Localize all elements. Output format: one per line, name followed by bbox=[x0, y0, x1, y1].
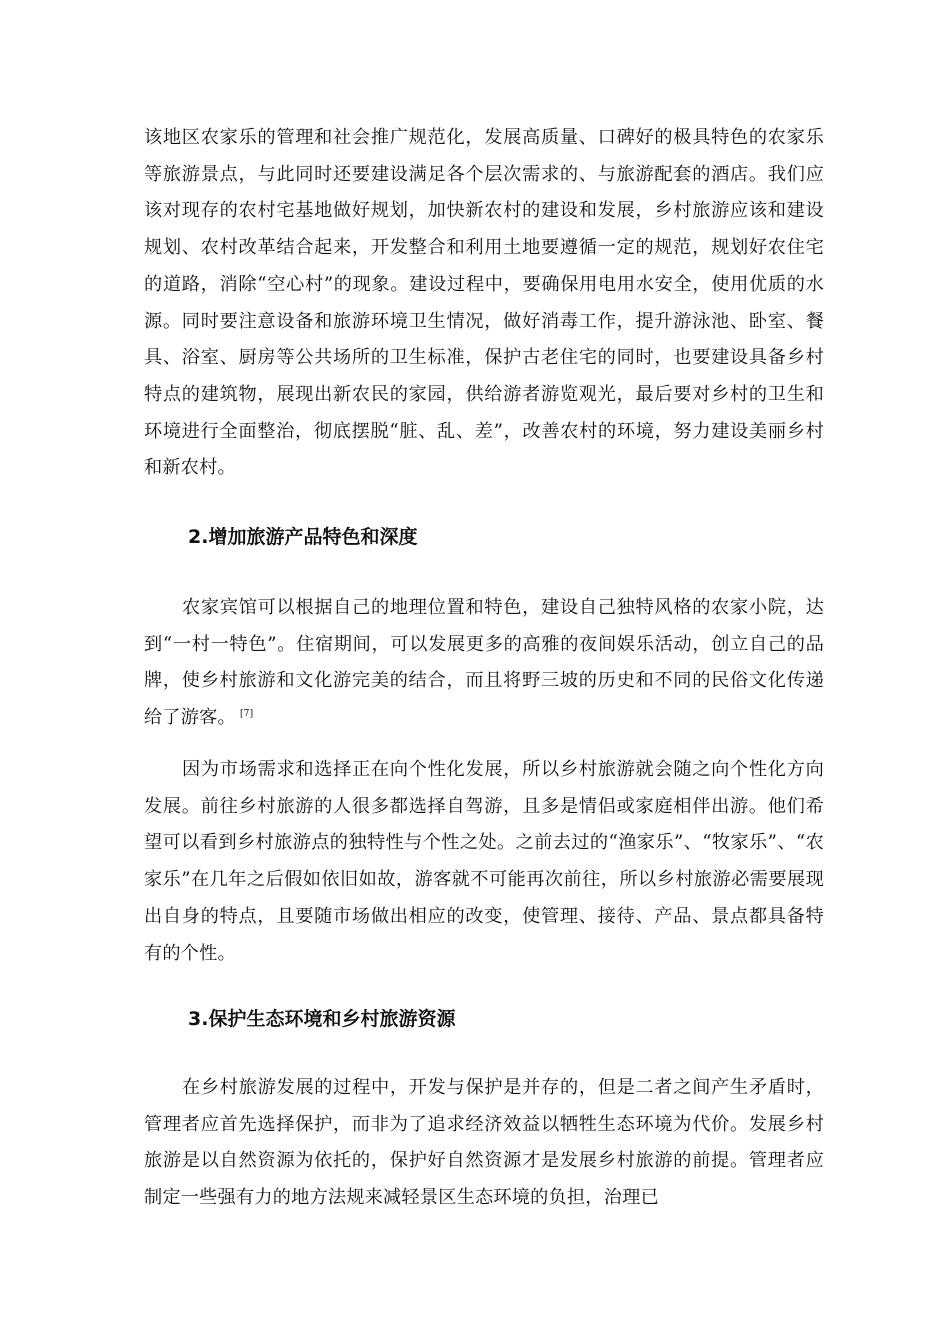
paragraph-farmhouse-hotels-text: 农家宾馆可以根据自己的地理位置和特色，建设自己独特风格的农家小院，达到“一村一特色”。住宿期间，可以发展更多的高雅的夜间娱乐活动，创立自己的品牌，使乡村旅游和文化游完美的结合，而且将野三坡的历史和不同的民俗文化传递给了游客。 bbox=[144, 597, 824, 729]
paragraph-personalization: 因为市场需求和选择正在向个性化发展，所以乡村旅游就会随之向个性化方向发展。前往乡村旅游的人很多都选择自驾游，且多是情侣或家庭相伴出游。他们希望可以看到乡村旅游点的独特性与个性之处。之前去过的“渔家乐”、“牧家乐”、“农家乐”在几年之后假如依旧如故，游客就不可能再次前往，所以乡村旅游必需要展现出自身的特点，且要随市场做出相应的改变，使管理、接待、产品、景点都具备特有的个性。 bbox=[144, 759, 824, 964]
paragraph-farmhouse-hotels bbox=[144, 590, 824, 737]
paragraph-ecology-protection: 在乡村旅游发展的过程中，开发与保护是并存的，但是二者之间产生矛盾时，管理者应首先选择保护，而非为了追求经济效益以牺牲生态环境为代价。发展乡村旅游是以自然资源为依托的，保护好自然资源才是发展乡村旅游的前提。管理者应制定一些强有力的地方法规来减轻景区生态环境的负担，治理已 bbox=[144, 1077, 824, 1209]
citation-reference: [7] bbox=[239, 709, 254, 720]
section-heading-ecology-protection: 3.保护生态环境和乡村旅游资源 bbox=[188, 1008, 456, 1030]
section-heading-product-features: 2.增加旅游产品特色和深度 bbox=[188, 526, 418, 548]
paragraph-rural-planning: 该地区农家乐的管理和社会推广规范化，发展高质量、口碑好的极具特色的农家乐等旅游景点，与此同时还要建设满足各个层次需求的、与旅游配套的酒店。我们应该对现存的农村宅基地做好规划，加快新农村的建设和发展，乡村旅游应该和建设规划、农村改革结合起来，开发整合和利用土地要遵循一定的规范，规划好农住宅的道路，消除“空心村”的现象。建设过程中，要确保用电用水安全，使用优质的水源。同时要注意设备和旅游环境卫生情况，做好消毒工作，提升游泳池、卧室、餐具、浴室、厨房等公共场所的卫生标准，保护古老住宅的同时，也要建设具备乡村特点的建筑物，展现出新农民的家园，供给游者游览观光，最后要对乡村的卫生和环境进行全面整治，彻底摆脱“脏、乱、差”，改善农村的环境，努力建设美丽乡村和新农村。 bbox=[144, 127, 824, 479]
